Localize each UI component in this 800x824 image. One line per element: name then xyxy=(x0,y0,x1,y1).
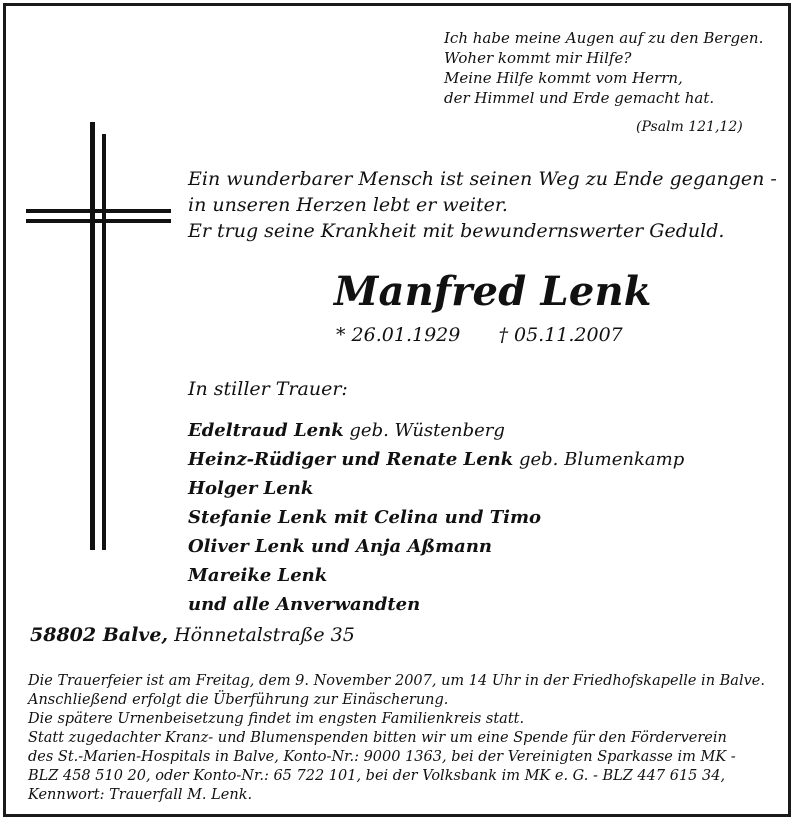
psalm-line: Ich habe meine Augen auf zu den Bergen. xyxy=(444,29,764,47)
notice-line: Statt zugedachter Kranz- und Blumenspenden bitten wir um eine Spende für den Förderverein xyxy=(28,730,727,746)
notice-line: BLZ 458 510 20, oder Konto-Nr.: 65 722 101, bei der Volksbank im MK e. G. - BLZ 447 615 34, xyxy=(28,768,726,784)
cross-vertical-bar xyxy=(90,122,95,550)
notice-line: Die spätere Urnenbeisetzung findet im engsten Familienkreis statt. xyxy=(28,711,525,727)
mourner-name: Stefanie Lenk mit Celina und Timo xyxy=(188,507,541,528)
psalm-line: der Himmel und Erde gemacht hat. xyxy=(444,89,715,107)
psalm-line: Woher kommt mir Hilfe? xyxy=(444,49,632,67)
cross-horizontal-bar xyxy=(26,219,171,223)
intro-line: in unseren Herzen lebt er weiter. xyxy=(188,194,508,216)
address xyxy=(30,624,355,646)
mourner-name: Oliver Lenk und Anja Aßmann xyxy=(188,536,492,557)
mourner-name: Holger Lenk xyxy=(188,478,314,499)
mourner-name: Heinz-Rüdiger und Renate Lenk xyxy=(188,449,514,470)
birth-symbol: * xyxy=(336,324,346,346)
mourner-item xyxy=(188,503,684,532)
mourner-name: Mareike Lenk xyxy=(188,565,328,586)
deceased-name: Manfred Lenk xyxy=(334,268,652,315)
psalm-reference: (Psalm 121,12) xyxy=(636,119,743,135)
psalm-verse xyxy=(444,28,784,108)
address-street: Hönnetalstraße 35 xyxy=(174,624,355,646)
intro-line: Ein wunderbarer Mensch ist seinen Weg zu Ende gegangen - xyxy=(188,168,777,190)
mourner-suffix: geb. Wüstenberg xyxy=(349,420,505,441)
mourner-item xyxy=(188,416,684,445)
life-dates xyxy=(336,324,623,346)
intro-text xyxy=(188,166,788,244)
mourner-item xyxy=(188,445,684,474)
cross-vertical-bar xyxy=(102,134,106,550)
notice-line: Anschließend erfolgt die Überführung zur Einäscherung. xyxy=(28,692,449,708)
mourner-list xyxy=(188,416,684,619)
address-city: 58802 Balve, xyxy=(30,624,169,646)
mourner-item xyxy=(188,561,684,590)
death-date: 05.11.2007 xyxy=(513,324,623,346)
mourner-item xyxy=(188,590,684,619)
notice-line: Kennwort: Trauerfall M. Lenk. xyxy=(28,787,253,803)
obituary-frame xyxy=(3,3,791,817)
mourner-name: Edeltraud Lenk xyxy=(188,420,344,441)
death-symbol: † xyxy=(498,324,508,346)
funeral-notice xyxy=(28,672,788,805)
mourning-label: In stiller Trauer: xyxy=(188,378,348,400)
birth-date: 26.01.1929 xyxy=(351,324,461,346)
mourner-name: und alle Anverwandten xyxy=(188,594,421,615)
notice-line: des St.-Marien-Hospitals in Balve, Konto-Nr.: 9000 1363, bei der Vereinigten Sparkasse im MK - xyxy=(28,749,736,765)
mourner-suffix: geb. Blumenkamp xyxy=(518,449,685,470)
mourner-item xyxy=(188,532,684,561)
intro-line: Er trug seine Krankheit mit bewundernswerter Geduld. xyxy=(188,220,725,242)
mourner-item xyxy=(188,474,684,503)
notice-line: Die Trauerfeier ist am Freitag, dem 9. November 2007, um 14 Uhr in der Friedhofskapelle in Balve. xyxy=(28,673,765,689)
cross-horizontal-bar xyxy=(26,209,171,213)
psalm-line: Meine Hilfe kommt vom Herrn, xyxy=(444,69,683,87)
